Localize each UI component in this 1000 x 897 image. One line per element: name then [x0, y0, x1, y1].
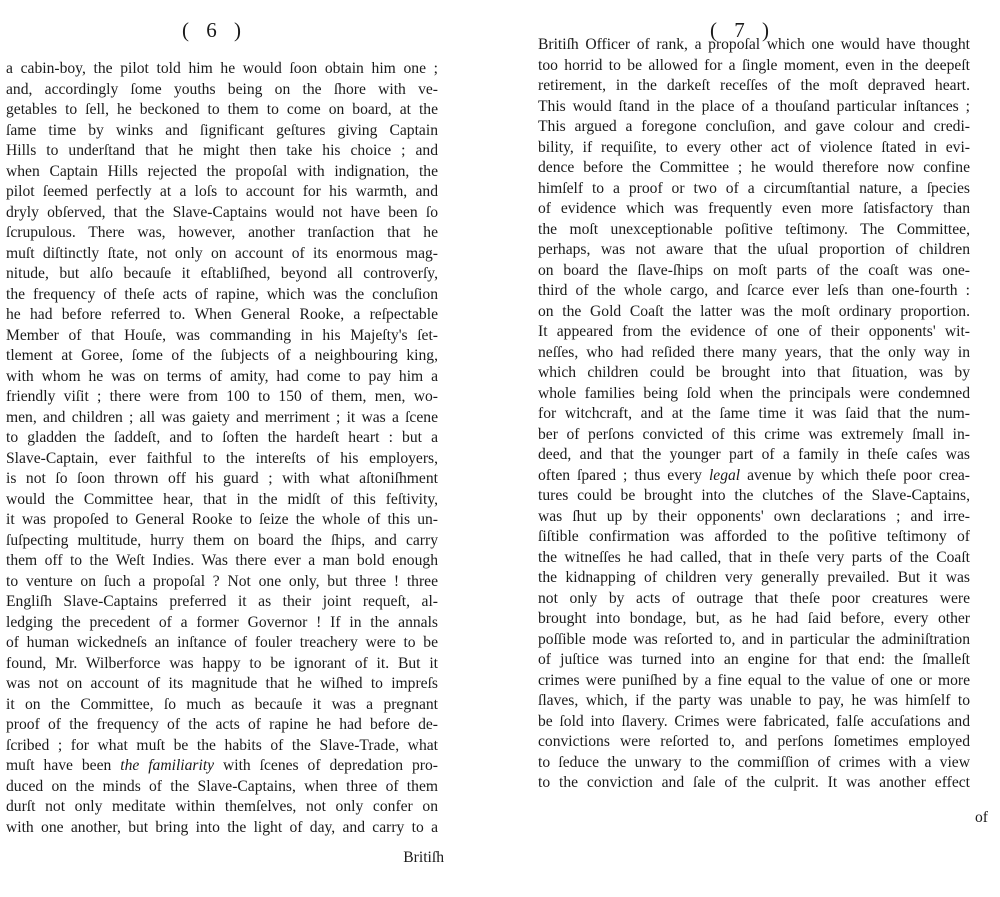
text-line: a cabin-boy, the pilot told him he would ſoon obtain him one ;	[6, 60, 438, 77]
text-line: convictions were reſorted to, and perſons ſometimes employed	[538, 733, 970, 750]
text-line: to ſeduce the unwary to the commiſſion of crimes with a view	[538, 753, 970, 771]
text-line: too horrid to be allowed for a ſingle moment, even in the deepeſt	[538, 56, 970, 74]
text-line: with whom he was on terms of amity, had come to pay him a	[6, 367, 438, 385]
text-line: dryly obſerved, that the Slave-Captains would not have been ſo	[6, 203, 438, 221]
page-number-left: ( 6 )	[182, 18, 247, 42]
text-line: bility, if requiſite, to every other act of violence ſtated in evi-	[538, 138, 970, 156]
text-line: dence before the Committee ; he would therefore now confine	[538, 159, 970, 176]
text-line: ber of perſons convicted of this crime was extremely ſmall in-	[538, 425, 970, 443]
text-line: Engliſh Slave-Captains preferred it as their joint requeſt, al-	[6, 593, 438, 610]
text-line: Hills to underſtand that he might then take his choice ; and	[6, 142, 438, 159]
text-line: the frequency of theſe acts of rapine, which was the concluſion	[6, 285, 438, 303]
text-line: tures could be brought into the clutches of the Slave-Captains,	[538, 487, 970, 504]
text-line: ſcribed ; for what muſt be the habits of the Slave-Trade, what	[6, 736, 438, 754]
text-line: was ſhut up by their opponents' own declarations ; and irre-	[538, 507, 970, 525]
text-line: them off to the Weſt Indies. Was there ever a man bold enough	[6, 552, 438, 569]
text-line: crimes were puniſhed by a fine equal to the value of one or more	[538, 671, 970, 689]
text-line: to gladden the ſaddeſt, and to ſoften the hardeſt heart : but a	[6, 429, 438, 446]
text-line: ſlaves, which, if the party was unable to pay, he was himſelf to	[538, 692, 970, 709]
text-line: men, and children ; all was gaiety and merriment ; it was a ſcene	[6, 408, 438, 426]
text-line: he had before referred to. When General Rooke, a reſpectable	[6, 306, 438, 323]
text-line: third of the whole cargo, and ſcarce ever leſs than one-fourth :	[538, 282, 970, 299]
text-line: duced on the minds of the Slave-Captains, when three of them	[6, 777, 438, 795]
text-line: of human wickedneſs an inſtance of fouler treachery were to be	[6, 634, 438, 651]
text-line: poſſible mode was reſorted to, and in particular the adminiſtration	[538, 630, 970, 648]
text-line: brought into bondage, but, as he had ſaid before, every other	[538, 610, 970, 627]
text-line: This argued a foregone concluſion, and gave colour and credi-	[538, 118, 970, 135]
text-line: retirement, in the darkeſt receſſes of the moſt depraved heart.	[538, 77, 970, 94]
text-line: found, Mr. Wilberforce was happy to be ignorant of it. But it	[6, 654, 438, 672]
text-line: the witneſſes he had called, that in theſe very parts of the Coaſt	[538, 548, 970, 566]
text-line: getables to ſell, he beckoned to them to come on board, at the	[6, 101, 438, 118]
text-line: muſt have been the familiarity with ſcenes of depredation pro-	[6, 757, 438, 774]
text-line: ledging the precedent of a former Governor ! If in the annals	[6, 613, 438, 631]
page-number-right: ( 7 )	[710, 18, 775, 42]
text-line: of juſtice was turned into an engine for that end: the ſmalleſt	[538, 651, 970, 668]
text-line: was not on account of its magnitude that he wiſhed to impreſs	[6, 675, 438, 692]
text-line: It appeared from the evidence of one of their opponents' wit-	[538, 323, 970, 340]
text-line: be ſold into ſlavery. Crimes were fabricated, falſe accuſations and	[538, 712, 970, 730]
catchword-right: of	[975, 809, 988, 826]
text-line: tlement at Goree, ſome of the ſubjects of a neighbouring king,	[6, 347, 438, 364]
text-line: often ſpared ; thus every legal avenue by which theſe poor crea-	[538, 466, 970, 484]
text-line: neſſes, who had reſided there many years, that the only way in	[538, 343, 970, 361]
text-line: the kidnapping of children very generally prevailed. But it was	[538, 569, 970, 586]
text-line: it was propoſed to General Rooke to ſeize the whole of this un-	[6, 511, 438, 528]
text-line: friendly viſit ; there were from 100 to 150 of them, men, wo-	[6, 388, 438, 405]
text-line: would the Committee hear, that in the midſt of this feſtivity,	[6, 490, 438, 508]
text-line: it on the Committee, ſo much as becauſe it was a pregnant	[6, 695, 438, 713]
text-line: of evidence which was frequently even more ſatisfactory than	[538, 200, 970, 217]
text-line: pilot ſeemed perfectly at a loſs to account for his warmth, and	[6, 183, 438, 200]
book-gutter	[480, 0, 520, 897]
text-line: durſt not only meditate within themſelves, not only confer on	[6, 798, 438, 815]
text-line: This would ſtand in the place of a thouſand particular inſtances ;	[538, 97, 970, 115]
text-line: which children could be brought into that ſituation, was by	[538, 364, 970, 381]
text-line: Member of that Houſe, was commanding in his Majeſty's ſet-	[6, 326, 438, 344]
text-line: proof of the frequency of the acts of rapine he had before de-	[6, 716, 438, 733]
text-line: nitude, but alſo becauſe it eſtabliſhed, beyond all controverſy,	[6, 265, 438, 282]
text-line: ſame time by winks and ſignificant geſtures giving Captain	[6, 121, 438, 139]
text-line: ſcrupulous. There was, however, another tranſaction that he	[6, 224, 438, 241]
right-page	[520, 0, 1000, 897]
text-line: ſuſpecting multitude, hurry them on board the ſhips, and carry	[6, 531, 438, 549]
text-line: on board the ſlave-ſhips on moſt parts of the coaſt was one-	[538, 261, 970, 279]
text-line: with one another, but bring into the light of day, and carry to a	[6, 818, 438, 836]
text-line: deed, and that the younger part of a family in theſe caſes was	[538, 446, 970, 463]
text-line: perhaps, was not aware that the uſual proportion of children	[538, 241, 970, 258]
text-line: muſt diſtinctly ſtate, not only on account of its enormous mag-	[6, 244, 438, 262]
text-line: to venture on ſuch a propoſal ? Not one only, but three ! three	[6, 572, 438, 590]
text-line: ſiſtible confirmation was afforded to the poſitive teſtimony of	[538, 528, 970, 545]
text-line: when Captain Hills rejected the propoſal with indignation, the	[6, 162, 438, 180]
left-page	[0, 0, 480, 897]
text-line: Slave-Captain, ever faithful to the intereſts of his employers,	[6, 449, 438, 467]
text-line: himſelf to a proof or two of a circumſtantial nature, a ſpecies	[538, 179, 970, 197]
text-line: to the conviction and ſale of the culprit. It was another effect	[538, 774, 970, 791]
catchword-left: Britiſh	[403, 849, 444, 866]
text-line: and, accordingly ſome youths being on the ſhore with ve-	[6, 80, 438, 98]
text-line: on the Gold Coaſt the latter was the moſt ordinary proportion.	[538, 302, 970, 320]
text-line: is not ſo ſoon thrown off his guard ; with what aſtoniſhment	[6, 470, 438, 487]
text-line: Britiſh Officer of rank, a propoſal which one would have thought	[538, 36, 970, 53]
text-line: not only by acts of outrage that theſe poor creatures were	[538, 589, 970, 607]
text-line: whole families being ſold when the principals were condemned	[538, 384, 970, 402]
text-line: the moſt unexceptionable poſitive teſtimony. The Committee,	[538, 220, 970, 238]
text-line: for witchcraft, and at the ſame time it was ſaid that the num-	[538, 405, 970, 422]
